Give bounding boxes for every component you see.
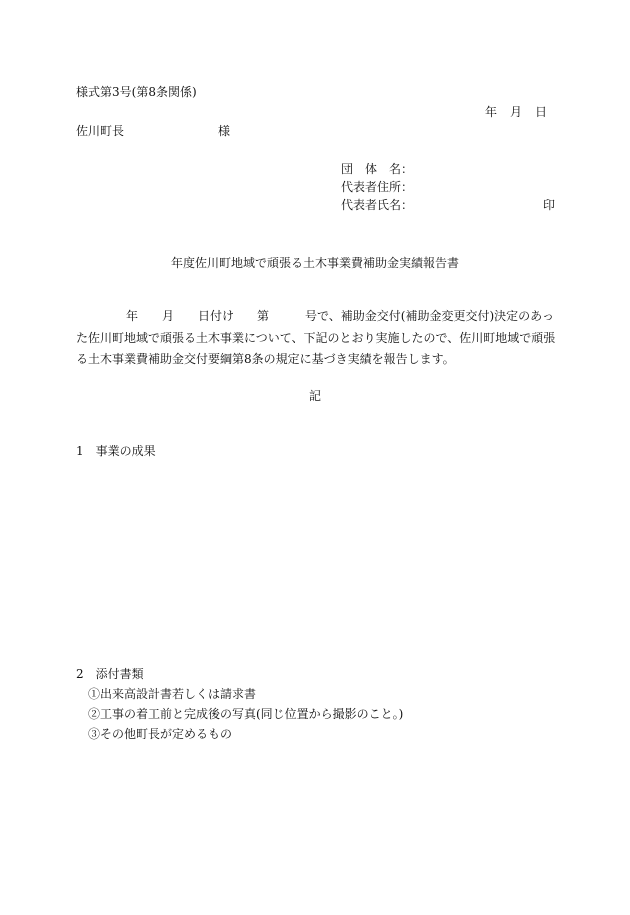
- attachment-item-3: ③その他町長が定めるもの: [88, 727, 233, 741]
- body-line-2: た佐川町地域で頑張る土木事業について、下記のとおり実施したので、佐川町地域で頑張: [76, 331, 556, 345]
- body-day-dated: 日付け: [198, 309, 235, 323]
- body-year: 年: [126, 309, 139, 323]
- body-month: 月: [162, 309, 175, 323]
- document-title: 年度佐川町地域で頑張る土木事業費補助金実績報告書: [170, 256, 459, 270]
- body-line1-rest: 号で、補助金交付(補助金変更交付)決定のあっ: [305, 309, 555, 323]
- body-dai: 第: [257, 309, 270, 323]
- form-number: 様式第3号(第8条関係): [76, 85, 197, 99]
- ki-heading: 記: [308, 389, 321, 403]
- org-name-label: 団 体 名：: [341, 162, 414, 176]
- attachment-item-2: ②工事の着工前と完成後の写真(同じ位置から撮影のこと。): [88, 707, 404, 721]
- date-year: 年: [485, 105, 498, 119]
- addressee-name: 佐川町長: [76, 124, 125, 138]
- rep-name-label: 代表者氏名：: [341, 198, 414, 212]
- rep-address-label: 代表者住所：: [341, 180, 414, 194]
- attachment-item-1: ①出来高設計書若しくは請求書: [88, 687, 257, 701]
- date-day: 日: [535, 105, 548, 119]
- body-line-3: る土木事業費補助金交付要綱第8条の規定に基づき実績を報告します。: [76, 352, 455, 366]
- addressee-honorific: 様: [218, 124, 231, 138]
- date-month: 月: [510, 105, 523, 119]
- section2-title: 2 添付書類: [76, 667, 144, 681]
- seal-mark: 印: [543, 198, 556, 212]
- section1-title: 1 事業の成果: [76, 444, 156, 458]
